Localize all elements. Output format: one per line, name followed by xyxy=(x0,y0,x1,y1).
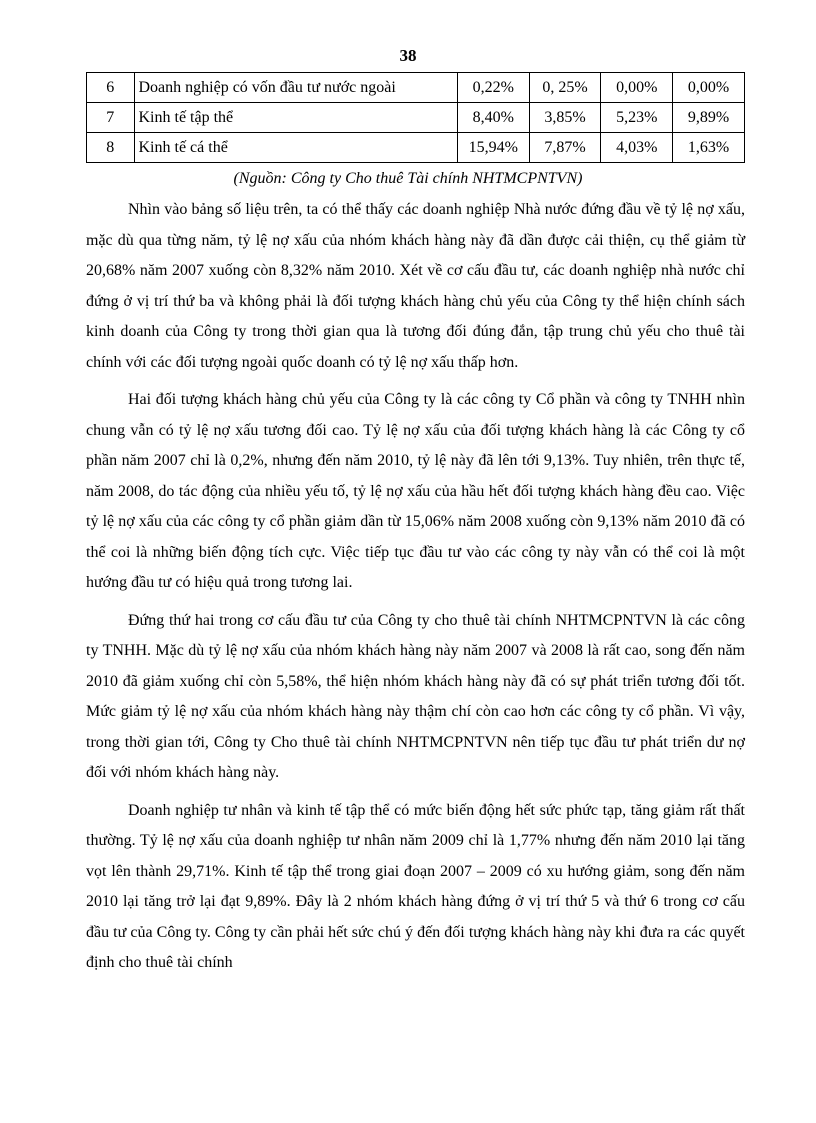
bad-debt-table xyxy=(86,72,745,163)
table-row xyxy=(87,73,745,103)
paragraph: Nhìn vào bảng số liệu trên, ta có thể thấy các doanh nghiệp Nhà nước đứng đầu về tỷ lệ nợ xấu, mặc dù qua từng năm, tỷ lệ nợ xấu của nhóm khách hàng này đã dần được cải thiện, cụ thể giảm từ 20,68% năm 2007 xuống còn 8,32% năm 2010. Xét về cơ cấu đầu tư, các doanh nghiệp nhà nước chỉ đứng ở vị trí thứ ba và không phải là đối tượng khách hàng chủ yếu của Công ty thể hiện chính sách kinh doanh của Công ty trong thời gian qua là tương đối đúng đắn, tập trung chủ yếu cho thuê tài chính với các đối tượng ngoài quốc doanh có tỷ lệ nợ xấu thấp hơn. xyxy=(86,201,745,371)
paragraph: Doanh nghiệp tư nhân và kinh tế tập thể có mức biến động hết sức phức tạp, tăng giảm rất thất thường. Tỷ lệ nợ xấu của doanh nghiệp tư nhân năm 2009 chỉ là 1,77% nhưng đến năm 2010 lại tăng vọt lên thành 29,71%. Kinh tế tập thể trong giai đoạn 2007 – 2009 có xu hướng giảm, song đến năm 2010 lại tăng trở lại đạt 9,89%. Đây là 2 nhóm khách hàng đứng ở vị trí thứ 5 và thứ 6 trong cơ cấu đầu tư của Công ty. Công ty cần phải hết sức chú ý đến đối tượng khách hàng này khi đưa ra các quyết định cho thuê tài chính xyxy=(86,801,745,971)
value-cell-2009: 5,23% xyxy=(601,103,673,133)
value-cell-2007: 0,22% xyxy=(457,73,529,103)
paragraph: Hai đối tượng khách hàng chủ yếu của Công ty là các công ty Cổ phần và công ty TNHH nhìn chung vẫn có tỷ lệ nợ xấu tương đối cao. Tỷ lệ nợ xấu của đối tượng khách hàng là các Công ty cổ phần năm 2007 chỉ là 0,2%, nhưng đến năm 2010, tỷ lệ này đã lên tới 9,13%. Tuy nhiên, trên thực tế, năm 2008, do tác động của nhiều yếu tố, tỷ lệ nợ xấu của hầu hết đối tượng khách hàng đều cao. Việc tỷ lệ nợ xấu của các công ty cổ phần giảm dần từ 15,06% năm 2008 xuống còn 9,13% năm 2010 đã có thể coi là những biến động tích cực. Việc tiếp tục đầu tư vào các công ty này vẫn có thể coi là một hướng đầu tư có hiệu quả trong tương lai. xyxy=(86,391,745,591)
value-cell-2008: 0, 25% xyxy=(529,73,601,103)
value-cell-2008: 7,87% xyxy=(529,133,601,163)
value-cell-2009: 4,03% xyxy=(601,133,673,163)
table-row xyxy=(87,103,745,133)
value-cell-2010: 9,89% xyxy=(673,103,745,133)
row-number-cell: 8 xyxy=(87,133,135,163)
paragraph: Đứng thứ hai trong cơ cấu đầu tư của Công ty cho thuê tài chính NHTMCPNTVN là các công ty TNHH. Mặc dù tỷ lệ nợ xấu của nhóm khách hàng này năm 2007 và 2008 là rất cao, song đến năm 2010 đã giảm xuống chỉ còn 5,58%, thể hiện nhóm khách hàng này đã có sự phát triển tương đối tốt. Mức giảm tỷ lệ nợ xấu của nhóm khách hàng này thậm chí còn cao hơn các công ty cổ phần. Vì vậy, trong thời gian tới, Công ty Cho thuê tài chính NHTMCPNTVN nên tiếp tục đầu tư phát triển dư nợ đối với nhóm khách hàng này. xyxy=(86,611,745,781)
table-row xyxy=(87,133,745,163)
value-cell-2008: 3,85% xyxy=(529,103,601,133)
row-number-cell: 7 xyxy=(87,103,135,133)
table-source-caption: (Nguồn: Công ty Cho thuê Tài chính NHTMCPNTVN) xyxy=(233,170,583,187)
body-text xyxy=(86,195,745,986)
row-number-cell: 6 xyxy=(87,73,135,103)
value-cell-2009: 0,00% xyxy=(601,73,673,103)
page-number: 38 xyxy=(399,46,417,65)
value-cell-2007: 8,40% xyxy=(457,103,529,133)
value-cell-2007: 15,94% xyxy=(457,133,529,163)
value-cell-2010: 1,63% xyxy=(673,133,745,163)
customer-group-cell: Doanh nghiệp có vốn đầu tư nước ngoài xyxy=(134,73,457,103)
customer-group-cell: Kinh tế tập thể xyxy=(134,103,457,133)
customer-group-cell: Kinh tế cá thể xyxy=(134,133,457,163)
value-cell-2010: 0,00% xyxy=(673,73,745,103)
